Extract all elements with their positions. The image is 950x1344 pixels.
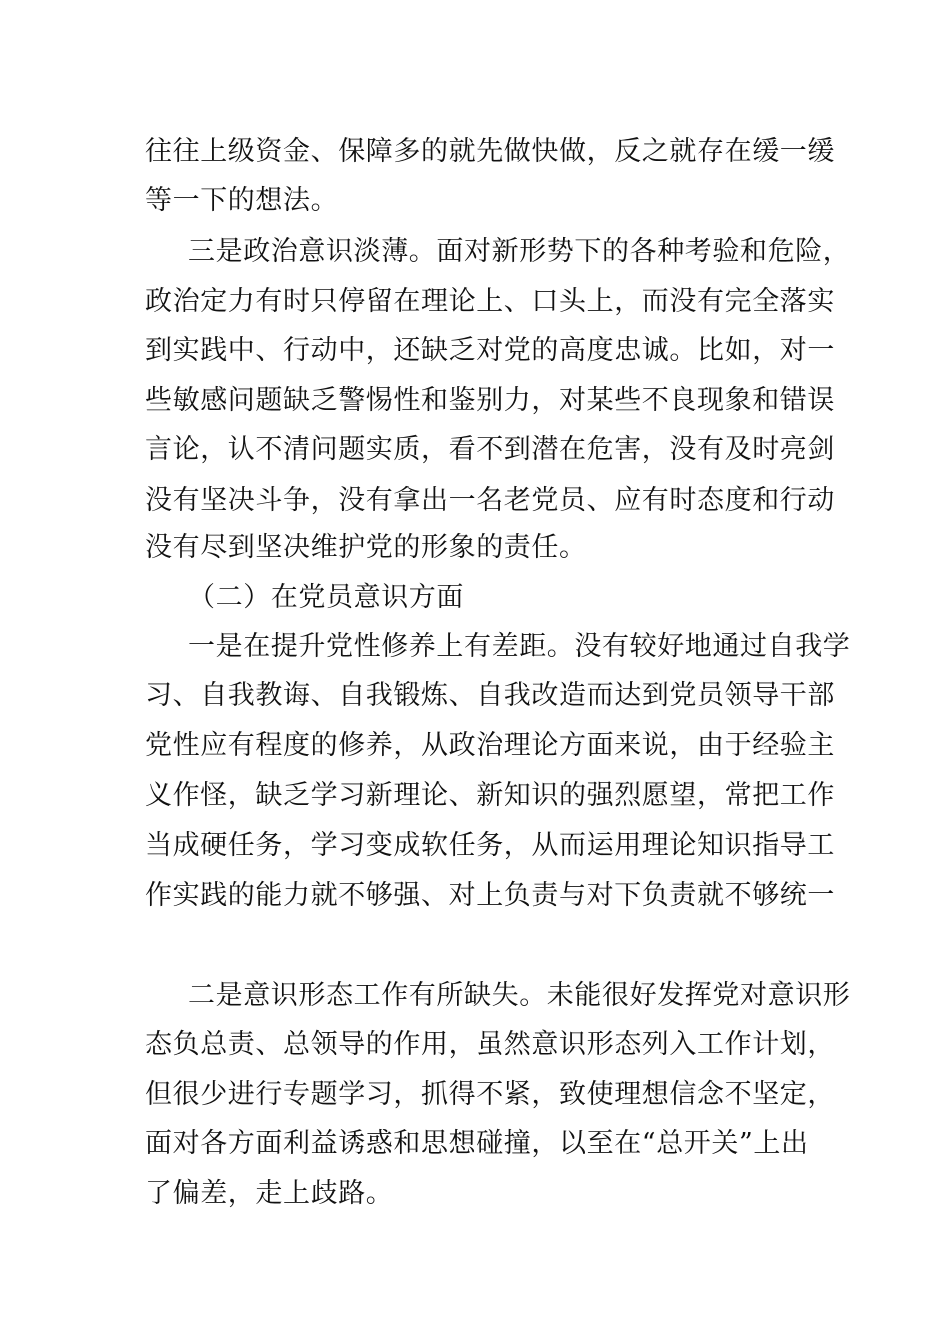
text-line: 态负总责、总领导的作用，虽然意识形态列入工作计划， [145, 1029, 835, 1060]
section-heading: （二）在党员意识方面 [188, 582, 464, 613]
text-line: 等一下的想法。 [145, 185, 339, 216]
text-line: 到实践中、行动中，还缺乏对党的高度忠诚。比如，对一 [145, 335, 835, 366]
paragraph-start-line: 三是政治意识淡薄。面对新形势下的各种考验和危险， [188, 236, 851, 267]
text-line: 党性应有程度的修养，从政治理论方面来说，由于经验主 [145, 730, 835, 761]
paragraph-start-line: 二是意识形态工作有所缺失。未能很好发挥党对意识形 [188, 980, 851, 1011]
text-line: 义作怪，缺乏学习新理论、新知识的强烈愿望，常把工作 [145, 780, 835, 811]
text-line: 习、自我教诲、自我锻炼、自我改造而达到党员领导干部 [145, 680, 835, 711]
text-line: 言论，认不清问题实质，看不到潜在危害，没有及时亮剑 [145, 434, 835, 465]
text-line: 当成硬任务，学习变成软任务，从而运用理论知识指导工 [145, 830, 835, 861]
text-line: 了偏差，走上歧路。 [145, 1178, 394, 1209]
text-line: 没有坚决斗争，没有拿出一名老党员、应有时态度和行动 [145, 485, 835, 516]
text-line: 没有尽到坚决维护党的形象的责任。 [145, 532, 587, 563]
text-line: 些敏感问题缺乏警惕性和鉴别力，对某些不良现象和错误 [145, 385, 835, 416]
text-line: 但很少进行专题学习，抓得不紧，致使理想信念不坚定， [145, 1079, 835, 1110]
text-line: 作实践的能力就不够强、对上负责与对下负责就不够统一 [145, 880, 835, 911]
text-line: 面对各方面利益诱惑和思想碰撞，以至在“总开关”上出 [145, 1128, 809, 1159]
paragraph-start-line: 一是在提升党性修养上有差距。没有较好地通过自我学 [188, 631, 851, 662]
text-line: 往往上级资金、保障多的就先做快做，反之就存在缓一缓 [145, 136, 835, 167]
text-line: 政治定力有时只停留在理论上、口头上，而没有完全落实 [145, 286, 835, 317]
